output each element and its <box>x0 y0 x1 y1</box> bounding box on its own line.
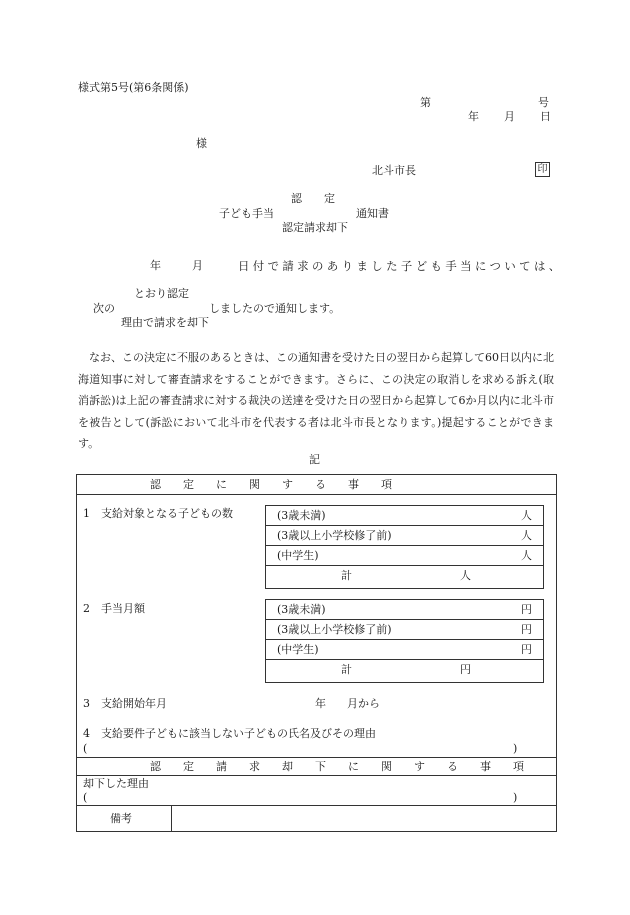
row-unit: 人 <box>521 509 532 522</box>
kyakka-section-heading: 認 定 請 求 却 下 に 関 す る 事 項 <box>150 760 524 773</box>
children-row-junior-high <box>266 546 543 566</box>
reject-reason-label: 却下した理由 <box>83 777 149 790</box>
date-month: 月 <box>504 110 515 123</box>
item4-label: 4 支給要件子どもに該当しない子どもの氏名及びその理由 <box>83 727 376 740</box>
ki-heading: 記 <box>309 453 320 466</box>
option-rejected: 理由で請求を却下 <box>121 316 209 329</box>
item2-label: 2 手当月額 <box>83 602 145 615</box>
nintei-section-heading: 認 定 に 関 す る 事 項 <box>150 478 392 491</box>
item3-year: 年 <box>315 697 326 710</box>
divider <box>76 494 557 495</box>
date-year: 年 <box>468 110 479 123</box>
children-row-elementary <box>266 526 543 546</box>
total-label: 計 <box>341 663 352 676</box>
form-number: 様式第5号(第6条関係) <box>78 81 189 94</box>
official-seal: 印 <box>535 162 550 177</box>
recipient-sama: 様 <box>196 137 207 150</box>
row-label: (中学生) <box>277 643 319 656</box>
monthly-amount-table <box>265 599 544 683</box>
body-month: 月 <box>192 259 203 272</box>
divider <box>76 805 557 806</box>
row-unit: 円 <box>521 643 532 656</box>
children-count-table <box>265 505 544 589</box>
title-nintei: 認 定 <box>291 192 335 205</box>
document-number-prefix: 第 <box>420 96 431 109</box>
item3-month: 月から <box>347 697 380 710</box>
total-label: 計 <box>341 569 352 582</box>
item4-paren-open: ( <box>83 742 88 755</box>
amount-row-under3 <box>266 600 543 620</box>
reject-paren-open: ( <box>83 791 88 804</box>
row-unit: 人 <box>521 529 532 542</box>
row-unit: 円 <box>521 603 532 616</box>
remarks-label: 備考 <box>110 812 132 825</box>
remarks-divider <box>171 805 172 832</box>
title-kyakka: 認定請求却下 <box>282 221 348 234</box>
body-line2: しましたので通知します。 <box>209 302 341 315</box>
appeal-notice: なお、この決定に不服のあるときは、この通知書を受けた日の翌日から起算して60日以内に北海道知事に対して審査請求をすることができます。さらに、この決定の取消しを求める訴え(取消訴訟)は上記の審査請求に対する裁決の送達を受けた日の翌日から起算して6か月以内に北斗市を被告として(訴訟において北斗市を代表する者は北斗市長となります。)提起することができます。 <box>78 351 554 450</box>
document-number-suffix: 号 <box>538 96 549 109</box>
body-tsugino: 次の <box>93 302 115 315</box>
item1-label: 1 支給対象となる子どもの数 <box>83 507 233 520</box>
row-label: (3歳未満) <box>277 603 326 616</box>
amount-row-elementary <box>266 620 543 640</box>
amount-row-total <box>266 660 543 680</box>
title-tsuuchisho: 通知書 <box>356 207 389 220</box>
mayor-title: 北斗市長 <box>372 164 416 177</box>
children-row-total <box>266 566 543 586</box>
row-unit: 人 <box>521 549 532 562</box>
row-label: (中学生) <box>277 549 319 562</box>
divider <box>76 775 557 776</box>
reject-paren-close: ) <box>513 791 518 804</box>
item4-paren-close: ) <box>513 742 518 755</box>
item3-label: 3 支給開始年月 <box>83 697 167 710</box>
option-approved: とおり認定 <box>134 287 189 300</box>
total-unit: 人 <box>460 569 471 582</box>
amount-row-junior-high <box>266 640 543 660</box>
total-unit: 円 <box>460 663 471 676</box>
row-label: (3歳以上小学校修了前) <box>277 529 392 542</box>
title-main: 子ども手当 <box>219 207 274 220</box>
row-label: (3歳以上小学校修了前) <box>277 623 392 636</box>
date-day: 日 <box>540 110 551 123</box>
body-year: 年 <box>150 259 161 272</box>
children-row-under3 <box>266 506 543 526</box>
divider <box>76 757 557 758</box>
row-label: (3歳未満) <box>277 509 326 522</box>
body-line1: 日付で請求のありました子ども手当については、 <box>238 259 564 273</box>
row-unit: 円 <box>521 623 532 636</box>
